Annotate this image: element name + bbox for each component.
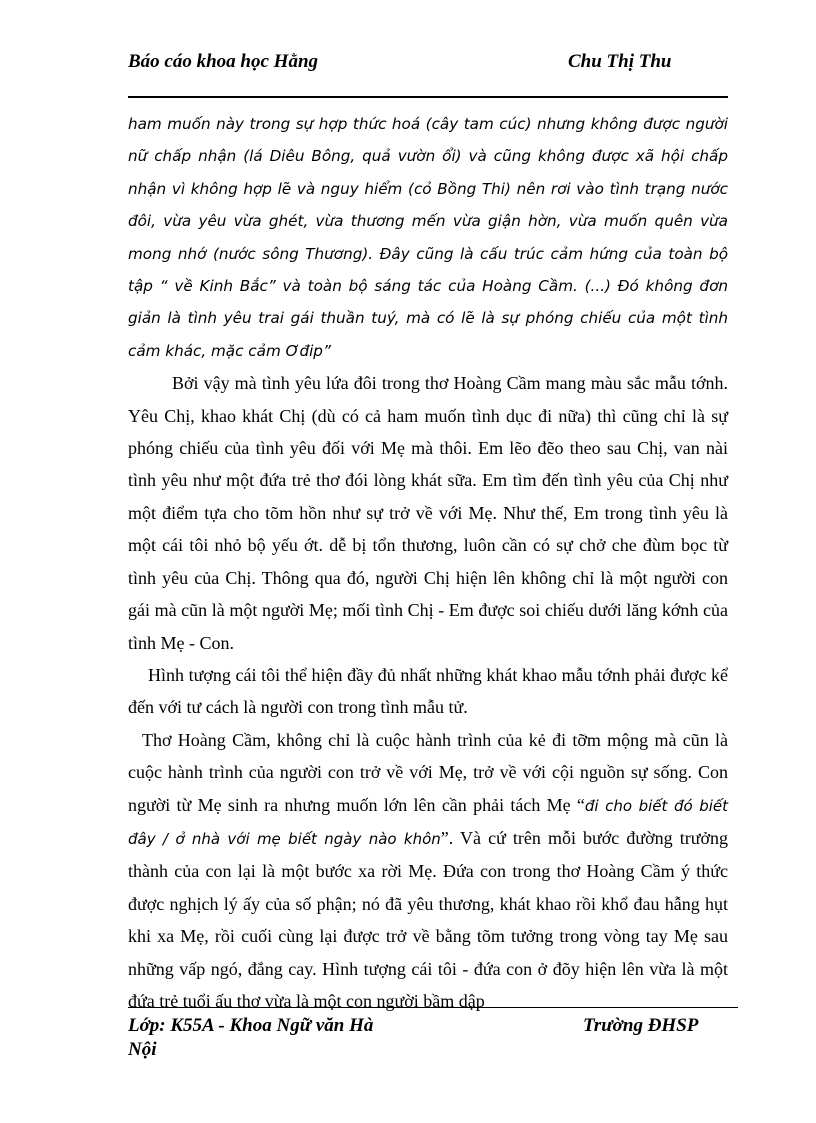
page-footer — [128, 1014, 728, 1064]
footer-divider — [128, 1007, 738, 1008]
paragraph-3-text-a: Thơ Hoàng Cầm, không chỉ là cuộc hành trình của kẻ đi tỡm mộng mà cũn là cuộc hành trình của người con trở về với Mẹ, trở về với cội nguồn sự sống. Con người từ Mẹ sinh ra nhưng muốn lớn lên cần phải tách Mẹ “ — [128, 729, 728, 815]
folk-verse-quote: đi cho biết đó biết đây / ở nhà với mẹ biết ngày nào khôn — [128, 796, 728, 848]
footer-university: Trường ĐHSP — [583, 1015, 699, 1036]
header-author: Chu Thị Thu — [568, 51, 672, 72]
header-report-title: Báo cáo khoa học Hằng — [128, 51, 319, 72]
paragraph-3 — [128, 724, 728, 1018]
footer-class-info: Lớp: K55A - Khoa Ngữ văn Hà Nội — [128, 1015, 374, 1060]
paragraph-1: Bởi vậy mà tình yêu lứa đôi trong thơ Hoàng Cầm mang màu sắc mẫu tớnh. Yêu Chị, khao khát Chị (dù có cả ham muốn tình dục đi nữa) thì cũng chỉ là sự phóng chiếu của tình yêu đối với Mẹ mà thôi. Em lẽo đẽo theo sau Chị, van nài tình yêu như một đứa trẻ thơ đói lòng khát sữa. Em tìm đến tình yêu của Chị như một điểm tựa cho tõm hồn như sự trở về với Mẹ. Như thế, Em trong tình yêu là một cái tôi nhỏ bộ yếu ớt. dễ bị tổn thương, luôn cần có sự chở che đùm bọc từ tình yêu của Chị. Thông qua đó, người Chị hiện lên không chỉ là một người con gái mà cũn là một người Mẹ; mối tình Chị - Em được soi chiếu dưới lăng kớnh của tình Mẹ - Con. — [128, 373, 728, 653]
page-header — [128, 50, 728, 98]
quoted-passage: ham muốn này trong sự hợp thức hoá (cây tam cúc) nhưng không được người nữ chấp nhận (lá Diêu Bông, quả vườn ổi) và cũng không được xã hội chấp nhận vì không hợp lẽ và nguy hiểm (cỏ Bồng Thi) nên rơi vào tình trạng nước đôi, vừa yêu vừa ghét, vừa thương mến vừa giận hờn, vừa muốn quên vừa mong nhớ (nước sông Thương). Đây cũng là cấu trúc cảm hứng của toàn bộ tập “ về Kinh Bắc” và toàn bộ sáng tác của Hoàng Cầm. (...) Đó không đơn giản là tình yêu trai gái thuần tuý, mà có lẽ là sự phóng chiếu của một tình cảm khác, mặc cảm Ơđip” — [128, 115, 728, 360]
paragraph-2: Hình tượng cái tôi thể hiện đầy đủ nhất những khát khao mẫu tớnh phải được kể đến với tư cách là người con trong tình mẫu tử. — [128, 664, 728, 718]
paragraph-3-text-b: ”. Và cứ trên mỗi bước đường trưởng thành của con lại là một bước xa rời Mẹ. Đứa con trong thơ Hoàng Cầm ý thức được nghịch lý ấy của số phận; nó đã yêu thương, khát khao rồi khổ đau hẫng hụt khi xa Mẹ, rồi cuối cùng lại được trở về bằng tõm tưởng trong vòng tay Mẹ sau những vấp ngó, đắng cay. Hình tượng cái tôi - đứa con ở đõy hiện lên vừa là một đứa trẻ tuổi ấu thơ vừa là một con người bầm dập — [128, 827, 728, 1011]
main-content — [128, 108, 728, 1017]
